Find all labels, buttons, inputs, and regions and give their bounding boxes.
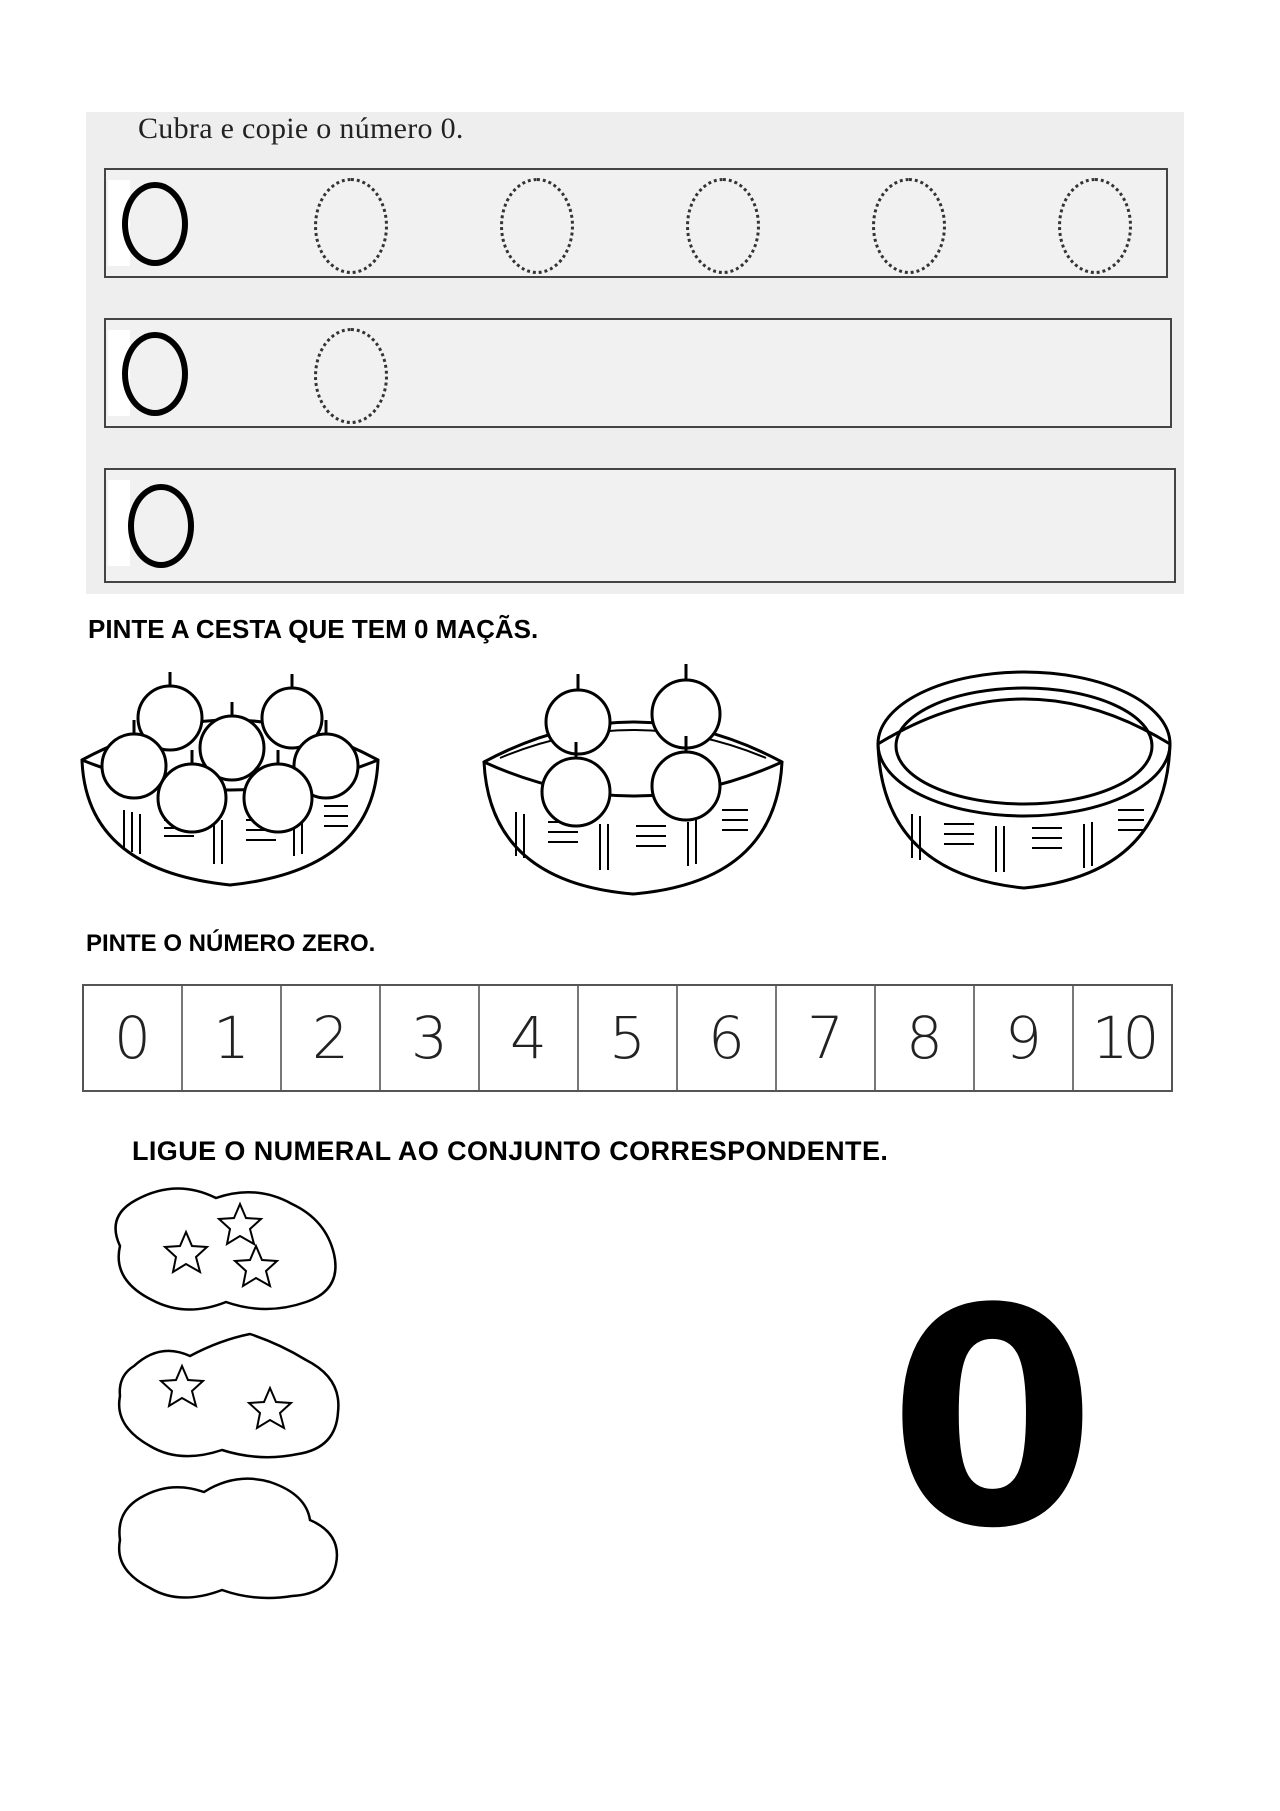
number-cell[interactable]: 3 <box>381 986 480 1090</box>
set-two-stars[interactable] <box>110 1330 350 1471</box>
basket-seven-apples[interactable] <box>74 670 386 892</box>
number-cell[interactable]: 10 <box>1091 1004 1154 1072</box>
trace-section <box>86 112 1184 594</box>
matching-heading: LIGUE O NUMERAL AO CONJUNTO CORRESPONDENTE. <box>132 1136 889 1166</box>
set-empty[interactable] <box>110 1470 346 1611</box>
basket-four-apples[interactable] <box>476 662 790 902</box>
trace-row[interactable] <box>104 318 1172 428</box>
number-heading: PINTE O NÚMERO ZERO. <box>86 930 376 957</box>
dotted-zero[interactable] <box>1058 178 1132 274</box>
dotted-zero[interactable] <box>686 178 760 274</box>
number-cell[interactable]: 9 <box>975 986 1074 1090</box>
trace-row[interactable] <box>104 468 1176 583</box>
number-cell[interactable]: 1 <box>183 986 282 1090</box>
number-cell[interactable]: 8 <box>876 986 975 1090</box>
number-cell[interactable]: 6 <box>678 986 777 1090</box>
number-cell[interactable]: 4 <box>480 986 579 1090</box>
model-zero <box>122 332 188 416</box>
number-cell[interactable]: 0 <box>84 986 183 1090</box>
number-cell[interactable]: 2 <box>282 986 381 1090</box>
model-zero <box>128 484 194 568</box>
dotted-zero[interactable] <box>872 178 946 274</box>
basket-empty[interactable] <box>872 664 1176 894</box>
model-strip <box>108 480 130 566</box>
model-zero <box>122 182 188 266</box>
set-three-stars[interactable] <box>106 1180 350 1325</box>
trace-row[interactable] <box>104 168 1168 278</box>
number-cell[interactable]: 7 <box>777 986 876 1090</box>
dotted-zero[interactable] <box>314 178 388 274</box>
dotted-zero[interactable] <box>500 178 574 274</box>
dotted-zero[interactable] <box>314 328 388 424</box>
basket-heading: PINTE A CESTA QUE TEM 0 MAÇÃS. <box>88 614 539 644</box>
number-cell[interactable]: 5 <box>579 986 678 1090</box>
target-numeral[interactable]: 0 <box>888 1245 1097 1594</box>
trace-instruction: Cubra e copie o número 0. <box>138 112 464 145</box>
number-strip <box>82 984 1173 1092</box>
